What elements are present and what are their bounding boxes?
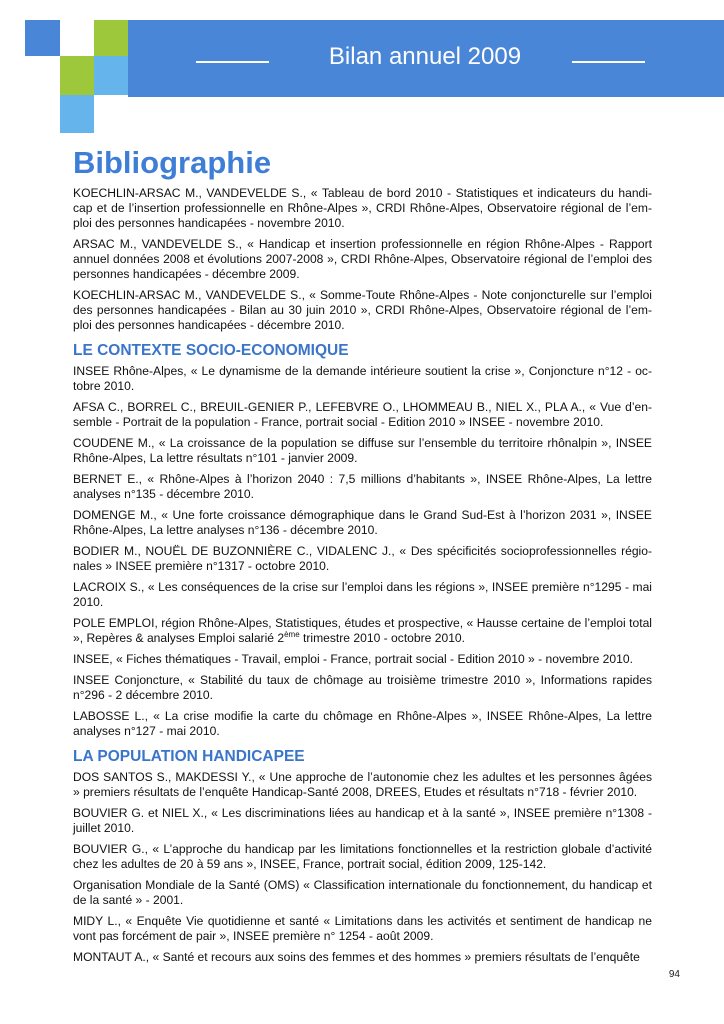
bibliography-entry: BERNET E., « Rhône-Alpes à l’horizon 2040 : 7,5 millions d’habitants », INSEE Rhône-Alpes, La lettre analyses n°135 - décembre 2010. bbox=[73, 472, 652, 501]
deco-square-green-lower bbox=[60, 56, 94, 95]
bibliography-entry-pole-emploi bbox=[73, 616, 652, 646]
bibliography-entry: BOUVIER G., « L’approche du handicap par les limitations fonctionnelles et la restriction globale d’activité chez les adultes de 20 à 59 ans », INSEE, France, portrait social, édition 2009, 125-142. bbox=[73, 842, 652, 871]
bibliography-entry: DOS SANTOS S., MAKDESSI Y., « Une approche de l’autonomie chez les adultes et les personnes âgées » premiers résultats de l’enquête Handicap-Santé 2008, DREES, Etudes et résultats n°718 - février 2010. bbox=[73, 770, 652, 799]
main-content bbox=[73, 146, 652, 971]
deco-square-blue bbox=[25, 20, 60, 56]
header-line-right bbox=[572, 61, 645, 63]
section-heading-population-handicapee: LA POPULATION HANDICAPEE bbox=[73, 748, 305, 765]
bibliography-entry: COUDENE M., « La croissance de la population se diffuse sur l’ensemble du territoire rhônalpin », INSEE Rhône-Alpes, La lettre résultats n°101 - janvier 2009. bbox=[73, 436, 652, 465]
entry-text: POLE EMPLOI, région Rhône-Alpes, Statistiques, études et prospective, « Hausse certaine de l’emploi total », Repères & analyses Emploi salarié 2 bbox=[73, 616, 652, 645]
bibliography-entry: INSEE Conjoncture, « Stabilité du taux de chômage au troisième trimestre 2010 », Informations rapides n°296 - 2 décembre 2010. bbox=[73, 673, 652, 702]
bibliography-entry: BODIER M., NOUËL DE BUZONNIÈRE C., VIDALENC J., « Des spécificités socioprofessionnelles régio-nales » INSEE première n°1317 - octobre 2010. bbox=[73, 544, 652, 573]
header-title: Bilan annuel 2009 bbox=[328, 43, 522, 70]
superscript: ème bbox=[284, 629, 300, 639]
header-line-left bbox=[196, 61, 269, 63]
bibliography-entry: Organisation Mondiale de la Santé (OMS) « Classification internationale du fonctionnement, du handicap et de la santé » - 2001. bbox=[73, 878, 652, 907]
bibliography-entry: MIDY L., « Enquête Vie quotidienne et santé « Limitations dans les activités et sentiment de handicap ne vont pas forcément de pair », INSEE première n° 1254 - août 2009. bbox=[73, 914, 652, 943]
page-title: Bibliographie bbox=[73, 145, 272, 180]
bibliography-entry: DOMENGE M., « Une forte croissance démographique dans le Grand Sud-Est à l’horizon 2031 », INSEE Rhône-Alpes, La lettre analyses n°136 - décembre 2010. bbox=[73, 508, 652, 537]
page-number: 94 bbox=[668, 969, 680, 980]
bibliography-entry: LABOSSE L., « La crise modifie la carte du chômage en Rhône-Alpes », INSEE Rhône-Alpes, La lettre analyses n°127 - mai 2010. bbox=[73, 709, 652, 738]
deco-square-light-blue-bottom bbox=[60, 95, 94, 133]
bibliography-entry: LACROIX S., « Les conséquences de la crise sur l’emploi dans les régions », INSEE première n°1295 - mai 2010. bbox=[73, 580, 652, 609]
bibliography-entry: AFSA C., BORREL C., BREUIL-GENIER P., LEFEBVRE O., LHOMMEAU B., NIEL X., PLA A., « Vue d’en-semble - Portrait de la population - France, portrait social - Edition 2010 » INSEE - novembre 2010. bbox=[73, 400, 652, 429]
entry-text: trimestre 2010 - octobre 2010. bbox=[299, 631, 466, 645]
bibliography-entry: KOECHLIN-ARSAC M., VANDEVELDE S., « Tableau de bord 2010 - Statistiques et indicateurs du handi-cap et de l’insertion professionnelle en Rhône-Alpes », CRDI Rhône-Alpes, Observatoire régional de l’em-ploi des personnes handicapées - novembre 2010. bbox=[73, 186, 652, 230]
deco-square-light-blue bbox=[94, 56, 128, 95]
bibliography-entry: BOUVIER G. et NIEL X., « Les discriminations liées au handicap et à la santé », INSEE première n°1308 - juillet 2010. bbox=[73, 806, 652, 835]
bibliography-entry: MONTAUT A., « Santé et recours aux soins des femmes et des hommes » premiers résultats de l’enquête bbox=[73, 950, 640, 964]
section-heading-socio-economique: LE CONTEXTE SOCIO-ECONOMIQUE bbox=[73, 342, 349, 359]
bibliography-entry: KOECHLIN-ARSAC M., VANDEVELDE S., « Somme-Toute Rhône-Alpes - Note conjoncturelle sur l’emploi des personnes handicapées - Bilan au 30 juin 2010 », CRDI Rhône-Alpes, Observatoire régional de l’em-ploi des personnes handicapées - décembre 2010. bbox=[73, 288, 652, 332]
bibliography-entry: INSEE, « Fiches thématiques - Travail, emploi - France, portrait social - Edition 2010 » - novembre 2010. bbox=[73, 652, 633, 666]
bibliography-entry: ARSAC M., VANDEVELDE S., « Handicap et insertion professionnelle en région Rhône-Alpes - Rapport annuel données 2008 et évolutions 2007-2008 », CRDI Rhône-Alpes, Observatoire régional de l’emploi des personnes handicapées - décembre 2009. bbox=[73, 237, 652, 281]
deco-square-green bbox=[94, 20, 128, 56]
bibliography-entry: INSEE Rhône-Alpes, « Le dynamisme de la demande intérieure soutient la crise », Conjoncture n°12 - oc-tobre 2010. bbox=[73, 364, 652, 393]
